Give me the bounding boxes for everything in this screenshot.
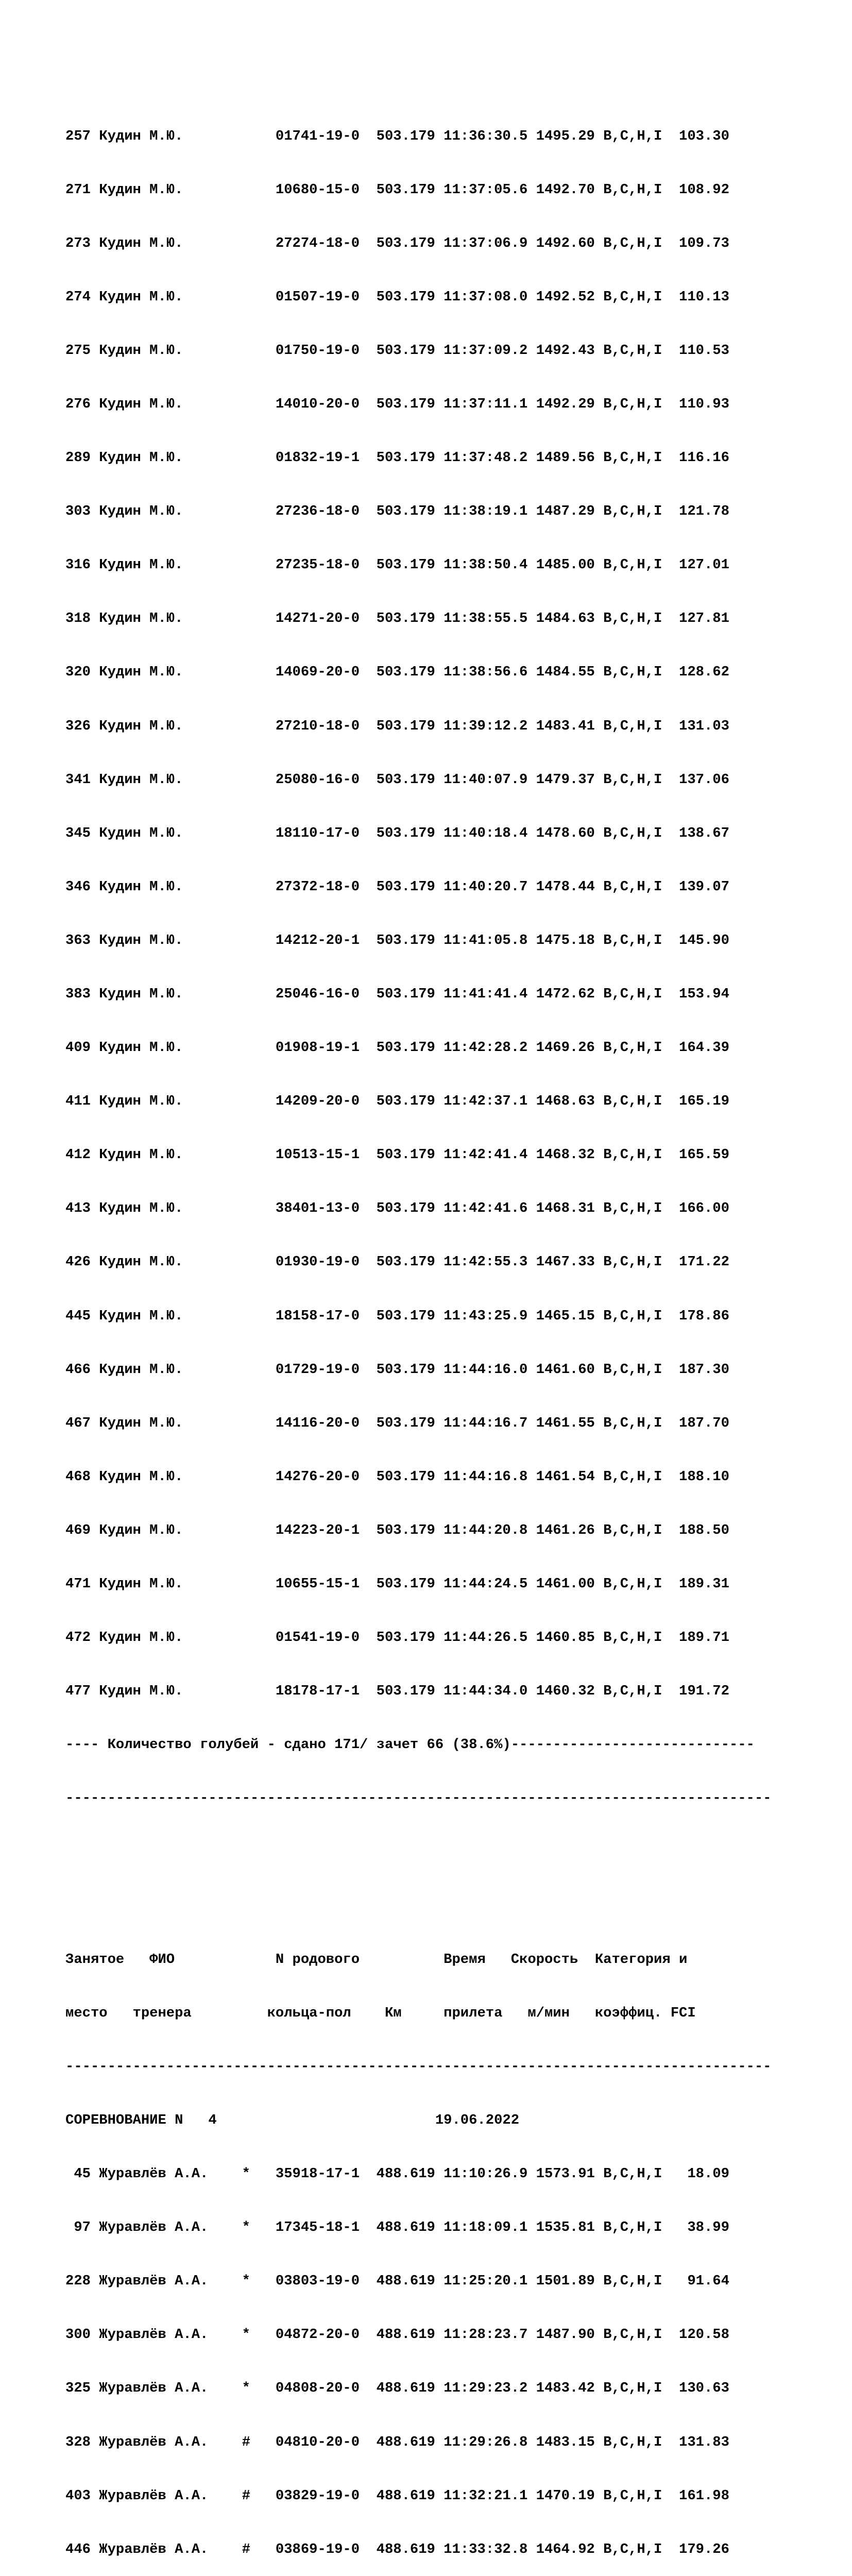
result-row: 97 Журавлёв А.А. * 17345-18-1 488.619 11:18:09.1 1535.81 B,C,H,I 38.99 [65,2219,729,2236]
result-row: 446 Журавлёв А.А. # 03869-19-0 488.619 11:33:32.8 1464.92 B,C,H,I 179.26 [65,2541,729,2557]
result-row: 303 Кудин М.Ю. 27236-18-0 503.179 11:38:19.1 1487.29 B,C,H,I 121.78 [65,503,729,520]
result-row: 341 Кудин М.Ю. 25080-16-0 503.179 11:40:07.9 1479.37 B,C,H,I 137.06 [65,771,729,788]
result-row: 257 Кудин М.Ю. 01741-19-0 503.179 11:36:30.5 1495.29 B,C,H,I 103.30 [65,128,729,144]
divider-line: ------------------------------------------------------------------------------------ [65,2058,772,2075]
result-row: 320 Кудин М.Ю. 14069-20-0 503.179 11:38:56.6 1484.55 B,C,H,I 128.62 [65,664,729,681]
result-row: 273 Кудин М.Ю. 27274-18-0 503.179 11:37:06.9 1492.60 B,C,H,I 109.73 [65,235,729,251]
result-row: 346 Кудин М.Ю. 27372-18-0 503.179 11:40:20.7 1478.44 B,C,H,I 139.07 [65,878,729,895]
results-section-kudin [65,92,771,1843]
result-row: 477 Кудин М.Ю. 18178-17-1 503.179 11:44:34.0 1460.32 B,C,H,I 191.72 [65,1683,729,1700]
result-row: 316 Кудин М.Ю. 27235-18-0 503.179 11:38:50.4 1485.00 B,C,H,I 127.01 [65,557,729,573]
result-row: 409 Кудин М.Ю. 01908-19-1 503.179 11:42:28.2 1469.26 B,C,H,I 164.39 [65,1040,729,1056]
result-row: 300 Журавлёв А.А. * 04872-20-0 488.619 11:28:23.7 1487.90 B,C,H,I 120.58 [65,2327,729,2343]
result-row: 275 Кудин М.Ю. 01750-19-0 503.179 11:37:09.2 1492.43 B,C,H,I 110.53 [65,342,729,359]
result-row: 426 Кудин М.Ю. 01930-19-0 503.179 11:42:55.3 1467.33 B,C,H,I 171.22 [65,1254,729,1270]
competition-title: СОРЕВНОВАНИЕ N 4 19.06.2022 [65,2112,520,2129]
column-header-line-2: место тренера кольца-пол Км прилета м/мин коэффиц. FCI [65,2005,696,2021]
result-row: 45 Журавлёв А.А. * 35918-17-1 488.619 11:10:26.9 1573.91 B,C,H,I 18.09 [65,2166,729,2182]
result-row: 472 Кудин М.Ю. 01541-19-0 503.179 11:44:26.5 1460.85 B,C,H,I 189.71 [65,1630,729,1646]
result-row: 271 Кудин М.Ю. 10680-15-0 503.179 11:37:05.6 1492.70 B,C,H,I 108.92 [65,181,729,198]
results-section-zhuravlev [65,1915,771,2576]
summary-line: ---- Количество голубей - сдано 171/ зачет 66 (38.6%)----------------------------- [65,1737,755,1753]
result-row: 274 Кудин М.Ю. 01507-19-0 503.179 11:37:08.0 1492.52 B,C,H,I 110.13 [65,289,729,305]
result-row: 445 Кудин М.Ю. 18158-17-0 503.179 11:43:25.9 1465.15 B,C,H,I 178.86 [65,1308,729,1324]
divider-line: ------------------------------------------------------------------------------------ [65,1790,772,1807]
result-row: 469 Кудин М.Ю. 14223-20-1 503.179 11:44:20.8 1461.26 B,C,H,I 188.50 [65,1522,729,1538]
result-row: 326 Кудин М.Ю. 27210-18-0 503.179 11:39:12.2 1483.41 B,C,H,I 131.03 [65,718,729,734]
results-document [65,38,771,2576]
result-row: 403 Журавлёв А.А. # 03829-19-0 488.619 11:32:21.1 1470.19 B,C,H,I 161.98 [65,2487,729,2504]
result-row: 466 Кудин М.Ю. 01729-19-0 503.179 11:44:16.0 1461.60 B,C,H,I 187.30 [65,1361,729,1378]
result-row: 412 Кудин М.Ю. 10513-15-1 503.179 11:42:41.4 1468.32 B,C,H,I 165.59 [65,1147,729,1163]
result-row: 289 Кудин М.Ю. 01832-19-1 503.179 11:37:48.2 1489.56 B,C,H,I 116.16 [65,450,729,466]
result-row: 345 Кудин М.Ю. 18110-17-0 503.179 11:40:18.4 1478.60 B,C,H,I 138.67 [65,825,729,841]
result-row: 276 Кудин М.Ю. 14010-20-0 503.179 11:37:11.1 1492.29 B,C,H,I 110.93 [65,396,729,412]
result-row: 328 Журавлёв А.А. # 04810-20-0 488.619 11:29:26.8 1483.15 B,C,H,I 131.83 [65,2434,729,2450]
result-row: 411 Кудин М.Ю. 14209-20-0 503.179 11:42:37.1 1468.63 B,C,H,I 165.19 [65,1093,729,1110]
result-row: 467 Кудин М.Ю. 14116-20-0 503.179 11:44:16.7 1461.55 B,C,H,I 187.70 [65,1415,729,1431]
result-row: 471 Кудин М.Ю. 10655-15-1 503.179 11:44:24.5 1461.00 B,C,H,I 189.31 [65,1576,729,1592]
result-row: 383 Кудин М.Ю. 25046-16-0 503.179 11:41:41.4 1472.62 B,C,H,I 153.94 [65,986,729,1003]
result-row: 363 Кудин М.Ю. 14212-20-1 503.179 11:41:05.8 1475.18 B,C,H,I 145.90 [65,932,729,948]
result-row: 325 Журавлёв А.А. * 04808-20-0 488.619 11:29:23.2 1483.42 B,C,H,I 130.63 [65,2380,729,2397]
result-row: 468 Кудин М.Ю. 14276-20-0 503.179 11:44:16.8 1461.54 B,C,H,I 188.10 [65,1468,729,1485]
column-header-line-1: Занятое ФИО N родового Время Скорость Категория и [65,1951,688,1968]
result-row: 318 Кудин М.Ю. 14271-20-0 503.179 11:38:55.5 1484.63 B,C,H,I 127.81 [65,611,729,627]
result-row: 228 Журавлёв А.А. * 03803-19-0 488.619 11:25:20.1 1501.89 B,C,H,I 91.64 [65,2273,729,2290]
result-row: 413 Кудин М.Ю. 38401-13-0 503.179 11:42:41.6 1468.31 B,C,H,I 166.00 [65,1200,729,1217]
